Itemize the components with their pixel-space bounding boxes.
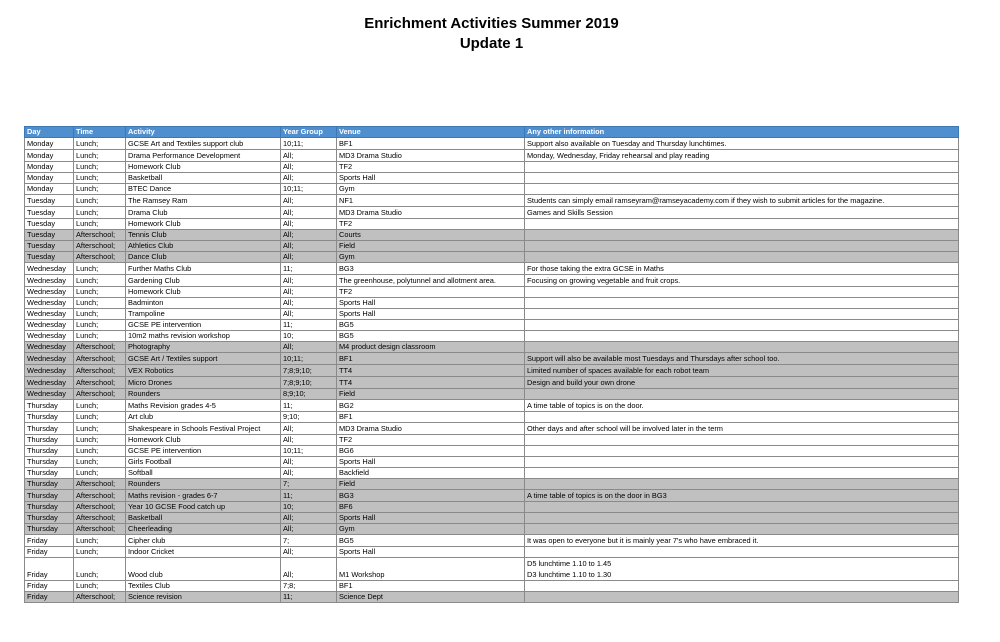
venue-cell: Sports Hall xyxy=(337,309,525,320)
time-cell: Afterschool; xyxy=(74,377,126,389)
day-cell: Thursday xyxy=(25,400,74,412)
year-group-cell: All; xyxy=(281,547,337,558)
table-row xyxy=(25,298,959,309)
table-row xyxy=(25,275,959,287)
day-cell: Wednesday xyxy=(25,298,74,309)
day-cell: Thursday xyxy=(25,524,74,535)
venue-cell: TT4 xyxy=(337,365,525,377)
table-row xyxy=(25,457,959,468)
activity-cell: Trampoline xyxy=(126,309,281,320)
year-group-cell: 9;10; xyxy=(281,412,337,423)
info-cell xyxy=(525,479,959,490)
time-cell: Lunch; xyxy=(74,263,126,275)
year-group-cell: 11; xyxy=(281,490,337,502)
time-cell: Lunch; xyxy=(74,435,126,446)
table-row xyxy=(25,331,959,342)
year-group-cell: 7;8;9;10; xyxy=(281,377,337,389)
year-group-cell: 7;8; xyxy=(281,581,337,592)
year-group-cell: All; xyxy=(281,219,337,230)
table-row xyxy=(25,446,959,457)
activity-cell: Softball xyxy=(126,468,281,479)
activity-cell: Maths revision - grades 6-7 xyxy=(126,490,281,502)
activity-cell: Cheerleading xyxy=(126,524,281,535)
activity-cell: Homework Club xyxy=(126,287,281,298)
time-cell: Afterschool; xyxy=(74,342,126,353)
table-row xyxy=(25,207,959,219)
activities-table xyxy=(24,126,959,603)
year-group-cell: All; xyxy=(281,195,337,207)
activity-cell: Basketball xyxy=(126,173,281,184)
year-group-cell: 11; xyxy=(281,592,337,603)
venue-cell: MD3 Drama Studio xyxy=(337,207,525,219)
venue-cell: TT4 xyxy=(337,377,525,389)
year-group-cell: All; xyxy=(281,275,337,287)
venue-cell: TF2 xyxy=(337,219,525,230)
venue-cell: Sports Hall xyxy=(337,298,525,309)
info-cell xyxy=(525,298,959,309)
time-cell: Lunch; xyxy=(74,457,126,468)
day-cell: Monday xyxy=(25,173,74,184)
time-cell: Lunch; xyxy=(74,173,126,184)
table-row xyxy=(25,524,959,535)
activity-cell: Athletics Club xyxy=(126,241,281,252)
info-cell: D5 lunchtime 1.10 to 1.45 D3 lunchtime 1.10 to 1.30 xyxy=(525,558,959,581)
day-cell: Wednesday xyxy=(25,389,74,400)
day-cell: Thursday xyxy=(25,468,74,479)
time-cell: Lunch; xyxy=(74,298,126,309)
venue-cell: Science Dept xyxy=(337,592,525,603)
year-group-cell: All; xyxy=(281,524,337,535)
header-year-group: Year Group xyxy=(281,127,337,138)
year-group-cell: 11; xyxy=(281,400,337,412)
header-activity: Activity xyxy=(126,127,281,138)
table-row xyxy=(25,468,959,479)
info-cell: A time table of topics is on the door in BG3 xyxy=(525,490,959,502)
time-cell: Lunch; xyxy=(74,547,126,558)
time-cell: Lunch; xyxy=(74,219,126,230)
table-row xyxy=(25,173,959,184)
time-cell: Lunch; xyxy=(74,331,126,342)
activity-cell: Badminton xyxy=(126,298,281,309)
year-group-cell: All; xyxy=(281,513,337,524)
day-cell: Wednesday xyxy=(25,320,74,331)
time-cell: Lunch; xyxy=(74,558,126,581)
time-cell: Afterschool; xyxy=(74,502,126,513)
time-cell: Lunch; xyxy=(74,309,126,320)
info-cell xyxy=(525,547,959,558)
activity-cell: Rounders xyxy=(126,479,281,490)
day-cell: Wednesday xyxy=(25,353,74,365)
info-cell xyxy=(525,342,959,353)
year-group-cell: All; xyxy=(281,468,337,479)
venue-cell: Field xyxy=(337,389,525,400)
info-cell xyxy=(525,287,959,298)
venue-cell: MD3 Drama Studio xyxy=(337,150,525,162)
year-group-cell: 7; xyxy=(281,535,337,547)
activity-cell: Homework Club xyxy=(126,162,281,173)
year-group-cell: 10; xyxy=(281,331,337,342)
day-cell: Thursday xyxy=(25,435,74,446)
time-cell: Lunch; xyxy=(74,468,126,479)
year-group-cell: All; xyxy=(281,150,337,162)
venue-cell: Sports Hall xyxy=(337,547,525,558)
venue-cell: BG5 xyxy=(337,535,525,547)
info-cell xyxy=(525,581,959,592)
venue-cell: Courts xyxy=(337,230,525,241)
activity-cell: Further Maths Club xyxy=(126,263,281,275)
day-cell: Tuesday xyxy=(25,252,74,263)
year-group-cell: All; xyxy=(281,423,337,435)
year-group-cell: All; xyxy=(281,252,337,263)
info-cell xyxy=(525,331,959,342)
activity-cell: Science revision xyxy=(126,592,281,603)
info-cell xyxy=(525,468,959,479)
day-cell: Friday xyxy=(25,581,74,592)
year-group-cell: All; xyxy=(281,287,337,298)
table-row xyxy=(25,241,959,252)
activity-cell: VEX Robotics xyxy=(126,365,281,377)
venue-cell: BG5 xyxy=(337,320,525,331)
info-cell: A time table of topics is on the door. xyxy=(525,400,959,412)
day-cell: Friday xyxy=(25,547,74,558)
day-cell: Monday xyxy=(25,150,74,162)
time-cell: Lunch; xyxy=(74,162,126,173)
activity-cell: Homework Club xyxy=(126,219,281,230)
day-cell: Thursday xyxy=(25,423,74,435)
info-cell xyxy=(525,389,959,400)
year-group-cell: All; xyxy=(281,162,337,173)
time-cell: Lunch; xyxy=(74,138,126,150)
time-cell: Afterschool; xyxy=(74,252,126,263)
activity-cell: Cipher club xyxy=(126,535,281,547)
activity-cell: Homework Club xyxy=(126,435,281,446)
info-cell xyxy=(525,502,959,513)
time-cell: Lunch; xyxy=(74,195,126,207)
time-cell: Lunch; xyxy=(74,287,126,298)
activity-cell: 10m2 maths revision workshop xyxy=(126,331,281,342)
table-row xyxy=(25,309,959,320)
venue-cell: BF1 xyxy=(337,353,525,365)
table-row xyxy=(25,490,959,502)
activity-cell: Drama Performance Development xyxy=(126,150,281,162)
info-cell: Focusing on growing vegetable and fruit crops. xyxy=(525,275,959,287)
table-header-row xyxy=(25,127,959,138)
info-cell: Design and build your own drone xyxy=(525,377,959,389)
table-row xyxy=(25,513,959,524)
table-row xyxy=(25,535,959,547)
activity-cell: The Ramsey Ram xyxy=(126,195,281,207)
activity-cell: Wood club xyxy=(126,558,281,581)
day-cell: Monday xyxy=(25,162,74,173)
info-cell xyxy=(525,241,959,252)
time-cell: Lunch; xyxy=(74,446,126,457)
page-title-block xyxy=(0,14,983,54)
venue-cell: BF1 xyxy=(337,581,525,592)
info-cell: Games and Skills Session xyxy=(525,207,959,219)
day-cell: Wednesday xyxy=(25,275,74,287)
day-cell: Tuesday xyxy=(25,207,74,219)
venue-cell: Field xyxy=(337,479,525,490)
day-cell: Friday xyxy=(25,535,74,547)
year-group-cell: 10;11; xyxy=(281,353,337,365)
day-cell: Thursday xyxy=(25,457,74,468)
table-row xyxy=(25,252,959,263)
year-group-cell: 10;11; xyxy=(281,138,337,150)
page-subtitle: Update 1 xyxy=(459,35,524,52)
info-cell xyxy=(525,446,959,457)
info-cell xyxy=(525,184,959,195)
venue-cell: The greenhouse, polytunnel and allotment area. xyxy=(337,275,525,287)
venue-cell: MD3 Drama Studio xyxy=(337,423,525,435)
year-group-cell: All; xyxy=(281,309,337,320)
venue-cell: TF2 xyxy=(337,287,525,298)
venue-cell: Sports Hall xyxy=(337,513,525,524)
day-cell: Thursday xyxy=(25,502,74,513)
time-cell: Lunch; xyxy=(74,150,126,162)
venue-cell: Gym xyxy=(337,252,525,263)
activity-cell: Drama Club xyxy=(126,207,281,219)
activity-cell: Girls Football xyxy=(126,457,281,468)
table-row xyxy=(25,389,959,400)
activity-cell: Textiles Club xyxy=(126,581,281,592)
table-row xyxy=(25,287,959,298)
day-cell: Thursday xyxy=(25,446,74,457)
table-row xyxy=(25,230,959,241)
time-cell: Lunch; xyxy=(74,535,126,547)
table-row xyxy=(25,592,959,603)
time-cell: Lunch; xyxy=(74,275,126,287)
info-cell xyxy=(525,513,959,524)
table-row xyxy=(25,219,959,230)
venue-cell: BG3 xyxy=(337,490,525,502)
venue-cell: TF2 xyxy=(337,162,525,173)
info-cell: Monday, Wednesday, Friday rehearsal and play reading xyxy=(525,150,959,162)
year-group-cell: 11; xyxy=(281,320,337,331)
day-cell: Wednesday xyxy=(25,263,74,275)
info-cell xyxy=(525,457,959,468)
time-cell: Afterschool; xyxy=(74,524,126,535)
table-row xyxy=(25,365,959,377)
info-cell: It was open to everyone but it is mainly year 7's who have embraced it. xyxy=(525,535,959,547)
table-row xyxy=(25,412,959,423)
year-group-cell: All; xyxy=(281,435,337,446)
table-row xyxy=(25,320,959,331)
table-row xyxy=(25,547,959,558)
info-cell: Limited number of spaces available for each robot team xyxy=(525,365,959,377)
activity-cell: Dance Club xyxy=(126,252,281,263)
activity-cell: Basketball xyxy=(126,513,281,524)
activity-cell: Shakespeare in Schools Festival Project xyxy=(126,423,281,435)
time-cell: Afterschool; xyxy=(74,230,126,241)
activity-cell: Art club xyxy=(126,412,281,423)
info-cell xyxy=(525,524,959,535)
table-row xyxy=(25,138,959,150)
day-cell: Wednesday xyxy=(25,377,74,389)
time-cell: Lunch; xyxy=(74,581,126,592)
activity-cell: GCSE PE intervention xyxy=(126,446,281,457)
time-cell: Afterschool; xyxy=(74,513,126,524)
day-cell: Tuesday xyxy=(25,230,74,241)
venue-cell: BG3 xyxy=(337,263,525,275)
info-cell xyxy=(525,219,959,230)
year-group-cell: 8;9;10; xyxy=(281,389,337,400)
day-cell: Tuesday xyxy=(25,195,74,207)
table-row xyxy=(25,479,959,490)
info-cell: Students can simply email ramseyram@ramseyacademy.com if they wish to submit articles for the magazine. xyxy=(525,195,959,207)
venue-cell: BF1 xyxy=(337,412,525,423)
table-row xyxy=(25,162,959,173)
venue-cell: BF1 xyxy=(337,138,525,150)
venue-cell: Sports Hall xyxy=(337,457,525,468)
table-row xyxy=(25,150,959,162)
info-cell: Support will also be available most Tuesdays and Thursdays after school too. xyxy=(525,353,959,365)
table-row xyxy=(25,423,959,435)
activity-cell: Year 10 GCSE Food catch up xyxy=(126,502,281,513)
time-cell: Lunch; xyxy=(74,412,126,423)
year-group-cell: 10;11; xyxy=(281,446,337,457)
year-group-cell: All; xyxy=(281,207,337,219)
time-cell: Afterschool; xyxy=(74,490,126,502)
day-cell: Tuesday xyxy=(25,241,74,252)
info-cell xyxy=(525,592,959,603)
venue-cell: Field xyxy=(337,241,525,252)
activity-cell: Indoor Cricket xyxy=(126,547,281,558)
day-cell: Wednesday xyxy=(25,309,74,320)
time-cell: Afterschool; xyxy=(74,592,126,603)
info-cell: Other days and after school will be involved later in the term xyxy=(525,423,959,435)
day-cell: Wednesday xyxy=(25,365,74,377)
venue-cell: Backfield xyxy=(337,468,525,479)
day-cell: Wednesday xyxy=(25,331,74,342)
time-cell: Lunch; xyxy=(74,423,126,435)
year-group-cell: 7;8;9;10; xyxy=(281,365,337,377)
activity-cell: GCSE PE intervention xyxy=(126,320,281,331)
activity-cell: Micro Drones xyxy=(126,377,281,389)
info-cell xyxy=(525,252,959,263)
info-cell xyxy=(525,173,959,184)
table-row xyxy=(25,400,959,412)
table-row xyxy=(25,435,959,446)
venue-cell: BG6 xyxy=(337,446,525,457)
info-cell: Support also available on Tuesday and Thursday lunchtimes. xyxy=(525,138,959,150)
activity-cell: Rounders xyxy=(126,389,281,400)
year-group-cell: All; xyxy=(281,457,337,468)
venue-cell: M1 Workshop xyxy=(337,558,525,581)
info-cell xyxy=(525,309,959,320)
venue-cell: BG5 xyxy=(337,331,525,342)
table-row xyxy=(25,502,959,513)
year-group-cell: 10; xyxy=(281,502,337,513)
day-cell: Thursday xyxy=(25,513,74,524)
year-group-cell: 11; xyxy=(281,263,337,275)
table-row xyxy=(25,195,959,207)
day-cell: Thursday xyxy=(25,479,74,490)
activity-cell: Maths Revision grades 4-5 xyxy=(126,400,281,412)
venue-cell: Sports Hall xyxy=(337,173,525,184)
time-cell: Lunch; xyxy=(74,400,126,412)
activity-cell: BTEC Dance xyxy=(126,184,281,195)
header-time: Time xyxy=(74,127,126,138)
table-row xyxy=(25,353,959,365)
table-row xyxy=(25,342,959,353)
day-cell: Wednesday xyxy=(25,287,74,298)
year-group-cell: All; xyxy=(281,298,337,309)
info-cell xyxy=(525,230,959,241)
header-venue: Venue xyxy=(337,127,525,138)
year-group-cell: All; xyxy=(281,558,337,581)
time-cell: Afterschool; xyxy=(74,241,126,252)
time-cell: Afterschool; xyxy=(74,365,126,377)
year-group-cell: All; xyxy=(281,342,337,353)
page-title: Enrichment Activities Summer 2019 xyxy=(364,15,619,32)
table-row xyxy=(25,581,959,592)
day-cell: Monday xyxy=(25,184,74,195)
venue-cell: NF1 xyxy=(337,195,525,207)
info-cell xyxy=(525,162,959,173)
activity-cell: Photography xyxy=(126,342,281,353)
time-cell: Lunch; xyxy=(74,320,126,331)
info-cell xyxy=(525,435,959,446)
venue-cell: M4 product design classroom xyxy=(337,342,525,353)
venue-cell: TF2 xyxy=(337,435,525,446)
activity-cell: GCSE Art and Textiles support club xyxy=(126,138,281,150)
year-group-cell: 10;11; xyxy=(281,184,337,195)
info-cell: For those taking the extra GCSE in Maths xyxy=(525,263,959,275)
year-group-cell: All; xyxy=(281,241,337,252)
time-cell: Lunch; xyxy=(74,184,126,195)
time-cell: Afterschool; xyxy=(74,389,126,400)
table-row xyxy=(25,184,959,195)
day-cell: Thursday xyxy=(25,412,74,423)
day-cell: Friday xyxy=(25,558,74,581)
info-cell xyxy=(525,320,959,331)
table-row xyxy=(25,558,959,581)
info-cell xyxy=(525,412,959,423)
time-cell: Afterschool; xyxy=(74,479,126,490)
venue-cell: BG2 xyxy=(337,400,525,412)
day-cell: Friday xyxy=(25,592,74,603)
day-cell: Thursday xyxy=(25,490,74,502)
year-group-cell: All; xyxy=(281,230,337,241)
year-group-cell: 7; xyxy=(281,479,337,490)
table-row xyxy=(25,263,959,275)
activity-cell: Gardening Club xyxy=(126,275,281,287)
day-cell: Wednesday xyxy=(25,342,74,353)
header-info: Any other information xyxy=(525,127,959,138)
year-group-cell: All; xyxy=(281,173,337,184)
venue-cell: BF6 xyxy=(337,502,525,513)
day-cell: Tuesday xyxy=(25,219,74,230)
venue-cell: Gym xyxy=(337,524,525,535)
time-cell: Lunch; xyxy=(74,207,126,219)
venue-cell: Gym xyxy=(337,184,525,195)
day-cell: Monday xyxy=(25,138,74,150)
time-cell: Afterschool; xyxy=(74,353,126,365)
activity-cell: Tennis Club xyxy=(126,230,281,241)
table-row xyxy=(25,377,959,389)
activity-cell: GCSE Art / Textiles support xyxy=(126,353,281,365)
header-day: Day xyxy=(25,127,74,138)
